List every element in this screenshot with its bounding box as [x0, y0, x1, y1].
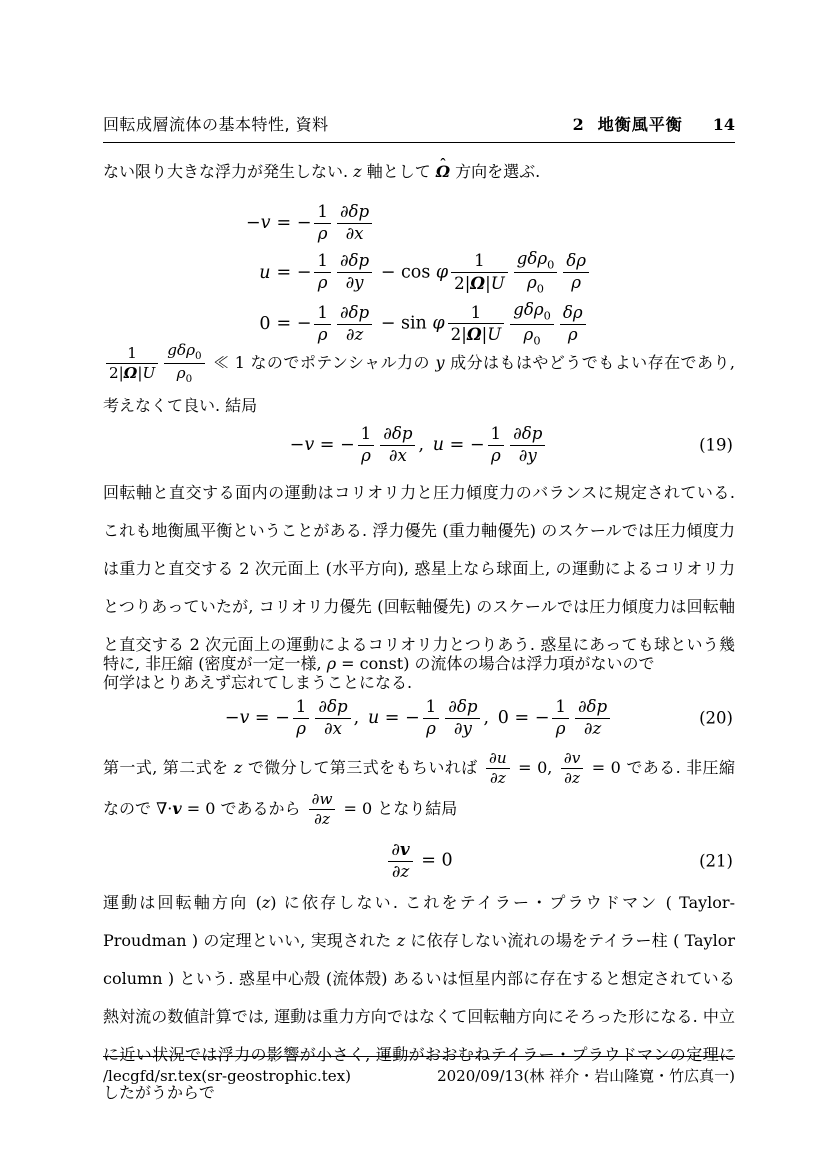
page-footer — [103, 1056, 735, 1086]
paragraph-intro: ない限り大きな浮力が発生しない. z 軸として Ω ˆ 方向を選ぶ. — [103, 159, 735, 185]
page-header — [103, 112, 735, 143]
footer-date-authors: 2020/09/13(林 祥介・岩山隆寛・竹広真一) — [437, 1067, 735, 1085]
equation-line-2-lhs: u — [259, 262, 271, 283]
equation-group — [103, 202, 735, 348]
equation-line-3-rhs: = − $\frac{1}{\rho}$ $\frac{\partial\delta p}{\partial z}$ − sin φ $\frac{1}{2|\Omega|U}$ $\frac{g\delta\rho_0}{\rho_0}$ $\frac{\delta\rho}{\rho}$ — [276, 300, 588, 348]
section-info — [573, 112, 735, 135]
equation-19-body: −v = − $\frac{1}{\rho}$ $\frac{\partial\delta p}{\partial x}$ , u = − $\frac{1}{\rho}$ $\frac{\partial\delta p}{\partial y}$ — [290, 424, 549, 467]
page-number: 14 — [712, 115, 735, 134]
equation-20 — [103, 697, 735, 740]
equation-line-3-lhs: 0 — [259, 314, 271, 335]
running-title: 回転成層流体の基本特性, 資料 — [103, 115, 329, 134]
section-number: 2 — [572, 115, 584, 134]
section-title: 地衡風平衡 — [597, 115, 683, 134]
paragraph-potential-force: $\frac{1}{2|\Omega|U}$ $\frac{g\delta\rho_0}{\rho_0}$ ≪ 1 なのでポテンシャル力の y 成分はもはやどうでもよい存在であり, 考えなくて良い. 結局 — [103, 341, 735, 415]
equation-21-tag: (21) — [699, 851, 733, 871]
equation-20-tag: (20) — [699, 708, 733, 728]
paragraph-taylor-proudman: 運動は回転軸方向 (z) に依存しない. これをテイラー・プラウドマン ( Taylor-Proudman ) の定理といい, 実現された z に依存しない流れの場をテイラー柱 ( Taylor column ) という. 惑星中心殻 (流体殻) あるいは恒星内部に存在すると想定されている熱対流の数値計算では, 運動は重力方向ではなくて回転軸方向にそろった形になる. 中立に近い状況では浮力の影響が小さく, 運動がおおむねテイラー・プラウドマンの定理にしたがうからで — [103, 893, 735, 1102]
equation-line-2-rhs: = − $\frac{1}{\rho}$ $\frac{\partial\delta p}{\partial y}$ − cos φ $\frac{1}{2|\Omega|U}$ $\frac{g\delta\rho_0}{\rho_0}$ $\frac{\delta\rho}{\rho}$ — [276, 249, 592, 297]
footer-file-path: /lecgfd/sr.tex(sr-geostrophic.tex) — [103, 1067, 351, 1085]
equation-line-1-rhs: = − $\frac{1}{\rho}$ $\frac{\partial\delta p}{\partial x}$ — [276, 202, 375, 245]
equation-21-body: $\frac{\partial v}{\partial z}$ = 0 — [385, 839, 452, 883]
paragraph-incompressible: 特に, 非圧縮 (密度が一定一様, ρ = const) の流体の場合は浮力項がないので — [103, 654, 655, 673]
paragraph-geostrophic-balance: 回転軸と直交する面内の運動はコリオリ力と圧力傾度力のバランスに規定されている. これも地衡風平衡ということがある. 浮力優先 (重力軸優先) のスケールでは圧力傾度力は重力と直交する 2 次元面上 (水平方向), 惑星上なら球面上, の運動によるコリオリ力とつりあっていたが, コリオリ力優先 (回転軸優先) のスケールでは圧力傾度力は回転軸と直交する 2 次元面上の運動によるコリオリ力とつりあう. 惑星にあっても球という幾何学はとりあえず忘れてしまうことになる. — [103, 483, 735, 692]
equation-20-body: −v = − $\frac{1}{\rho}$ $\frac{\partial\delta p}{\partial x}$ , u = − $\frac{1}{\rho}$ $\frac{\partial\delta p}{\partial y}$ , 0 = − $\frac{1}{\rho}$ $\frac{\partial\delta p}{\partial z}$ — [225, 697, 613, 740]
equation-19-tag: (19) — [699, 435, 733, 455]
equation-line-1-lhs: −v — [245, 213, 271, 234]
equation-21 — [103, 839, 735, 883]
equation-19 — [103, 424, 735, 467]
paragraph-z-derivative: 第一式, 第二式を z で微分して第三式をもちいれば $\frac{\partial u}{\partial z}$ = 0, $\frac{\partial v}{\partial z}$ = 0 である. 非圧縮なので ∇·v = 0 であるから $\frac{\partial w}{\partial z}$ = 0 となり結局 — [103, 749, 735, 828]
